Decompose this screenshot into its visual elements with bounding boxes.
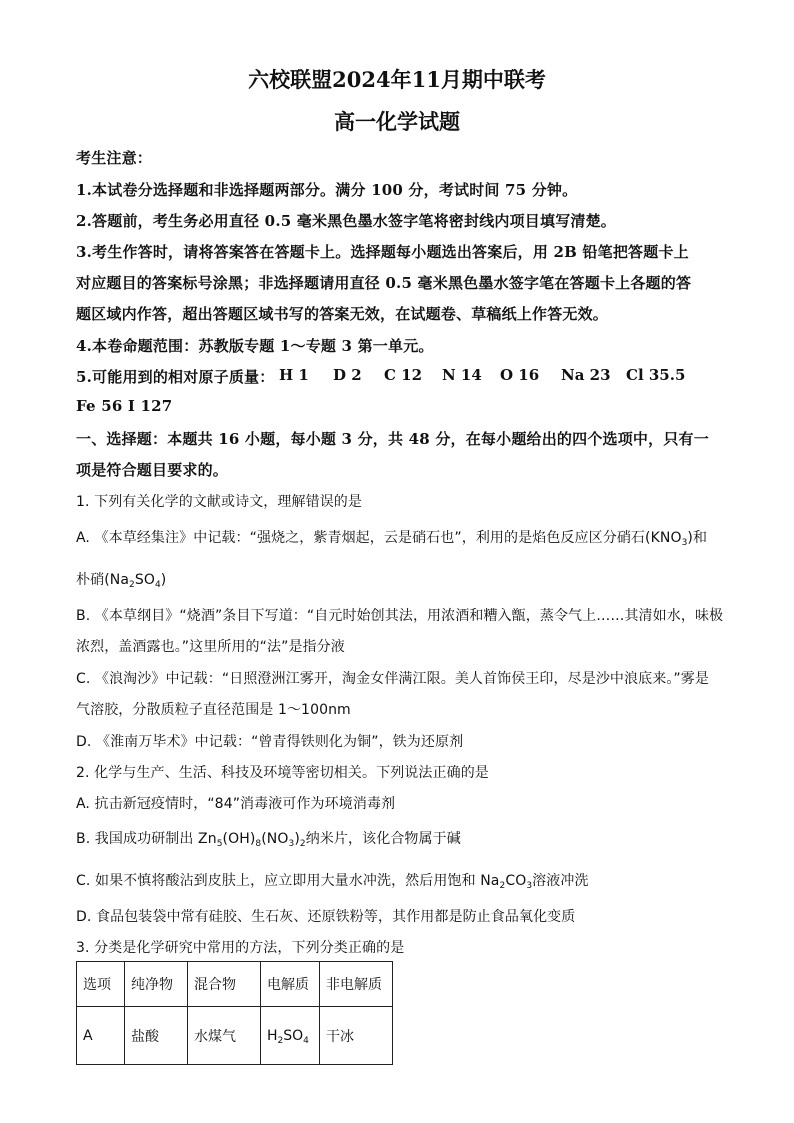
notice-item-3-line-2: 对应题目的答案标号涂黑；非选择题请用直径 0.5 毫米黑色墨水签字笔在答题卡上各题的答 — [76, 274, 692, 292]
question-2-option-b: B. 我国成功研制出 $Zn_5(OH)_8(NO_3)_2$纳米片，该化合物属于碱 — [76, 831, 461, 849]
notice-item-4: 4.本卷命题范围：苏教版专题 1～专题 3 第一单元。 — [76, 337, 434, 355]
question-1-option-b-line-1: B. 《本草纲目》“烧酒”条目下写道：“自元时始创其法，用浓酒和糟入甑，蒸令气上……其清如水，味极 — [76, 608, 724, 624]
notice-item-5-line-2: Fe 56 I 127 — [76, 397, 173, 415]
table-row — [77, 1007, 393, 1065]
atomic-mass-na: Na 23 — [561, 366, 611, 384]
question-1-option-a-line-2: 朴硝$(Na_2SO_4)$ — [76, 572, 167, 590]
notice-item-1: 1.本试卷分选择题和非选择题两部分。满分 100 分，考试时间 75 分钟。 — [76, 181, 578, 199]
table-cell-option: A — [77, 1007, 125, 1065]
table-header-cell: 混合物 — [188, 962, 261, 1007]
table-cell-mixture: 水煤气 — [188, 1007, 261, 1065]
atomic-mass-o: O 16 — [500, 366, 540, 384]
notice-item-5-label: 5.可能用到的相对原子质量： — [76, 368, 275, 386]
question-1-option-a-line-1: A. 《本草经集注》中记载：“强烧之，紫青烟起，云是硝石也”，利用的是焰色反应区分硝石$(KNO_3)$和 — [76, 530, 708, 548]
question-1-option-d: D. 《淮南万毕术》中记载：“曾青得铁则化为铜”，铁为还原剂 — [76, 734, 464, 750]
question-2-option-a: A. 抗击新冠疫情时，“84”消毒液可作为环境消毒剂 — [76, 796, 396, 812]
section-1-instructions-line-1: 一、选择题：本题共 16 小题，每小题 3 分，共 48 分，在每小题给出的四个选项中，只有一 — [76, 430, 709, 448]
atomic-mass-c: C 12 — [384, 366, 423, 384]
table-header-cell: 选项 — [77, 962, 125, 1007]
atomic-mass-h: H 1 — [279, 366, 309, 384]
question-2-stem: 2. 化学与生产、生活、科技及环境等密切相关。下列说法正确的是 — [76, 765, 489, 781]
question-1-option-b-line-2: 浓烈，盖酒露也。”这里所用的“法”是指分液 — [76, 639, 345, 655]
notice-item-3-line-3: 题区域内作答，超出答题区域书写的答案无效，在试题卷、草稿纸上作答无效。 — [76, 305, 609, 323]
table-header-row — [77, 962, 393, 1007]
classification-table — [76, 961, 393, 1065]
table-cell-nonelectrolyte: 干冰 — [320, 1007, 393, 1065]
notice-item-2: 2.答题前，考生务必用直径 0.5 毫米黑色墨水签字笔将密封线内项目填写清楚。 — [76, 212, 617, 230]
exam-title: 六校联盟2024年11月期中联考 — [248, 67, 546, 92]
notice-item-3-line-1: 3.考生作答时，请将答案答在答题卡上。选择题每小题选出答案后，用 2B 铅笔把答题卡上 — [76, 243, 689, 261]
table-header-cell: 电解质 — [261, 962, 320, 1007]
table-header-cell: 非电解质 — [320, 962, 393, 1007]
question-2-option-c: C. 如果不慎将酸沾到皮肤上，应立即用大量水冲洗，然后用饱和 $Na_2CO_3$溶液冲洗 — [76, 873, 589, 891]
question-3-stem: 3. 分类是化学研究中常用的方法，下列分类正确的是 — [76, 940, 405, 956]
question-1-stem: 1. 下列有关化学的文献或诗文，理解错误的是 — [76, 494, 363, 510]
section-1-instructions-line-2: 项是符合题目要求的。 — [76, 461, 229, 479]
notice-heading: 考生注意： — [76, 149, 153, 167]
question-2-option-d: D. 食品包装袋中常有硅胶、生石灰、还原铁粉等，其作用都是防止食品氧化变质 — [76, 909, 576, 925]
question-1-option-c-line-2: 气溶胶，分散质粒子直径范围是 1～100nm — [76, 702, 351, 718]
atomic-mass-cl: Cl 35.5 — [626, 366, 686, 384]
table-cell-pure-substance: 盐酸 — [125, 1007, 188, 1065]
table-header-cell: 纯净物 — [125, 962, 188, 1007]
question-1-option-c-line-1: C. 《浪淘沙》中记载：“日照澄洲江雾开，淘金女伴满江限。美人首饰侯王印，尽是沙中浪底来。”雾是 — [76, 671, 709, 687]
exam-subtitle: 高一化学试题 — [334, 109, 460, 134]
atomic-mass-d: D 2 — [333, 366, 362, 384]
atomic-mass-n: N 14 — [442, 366, 482, 384]
table-cell-electrolyte: $H_2SO_4$ — [261, 1007, 320, 1065]
